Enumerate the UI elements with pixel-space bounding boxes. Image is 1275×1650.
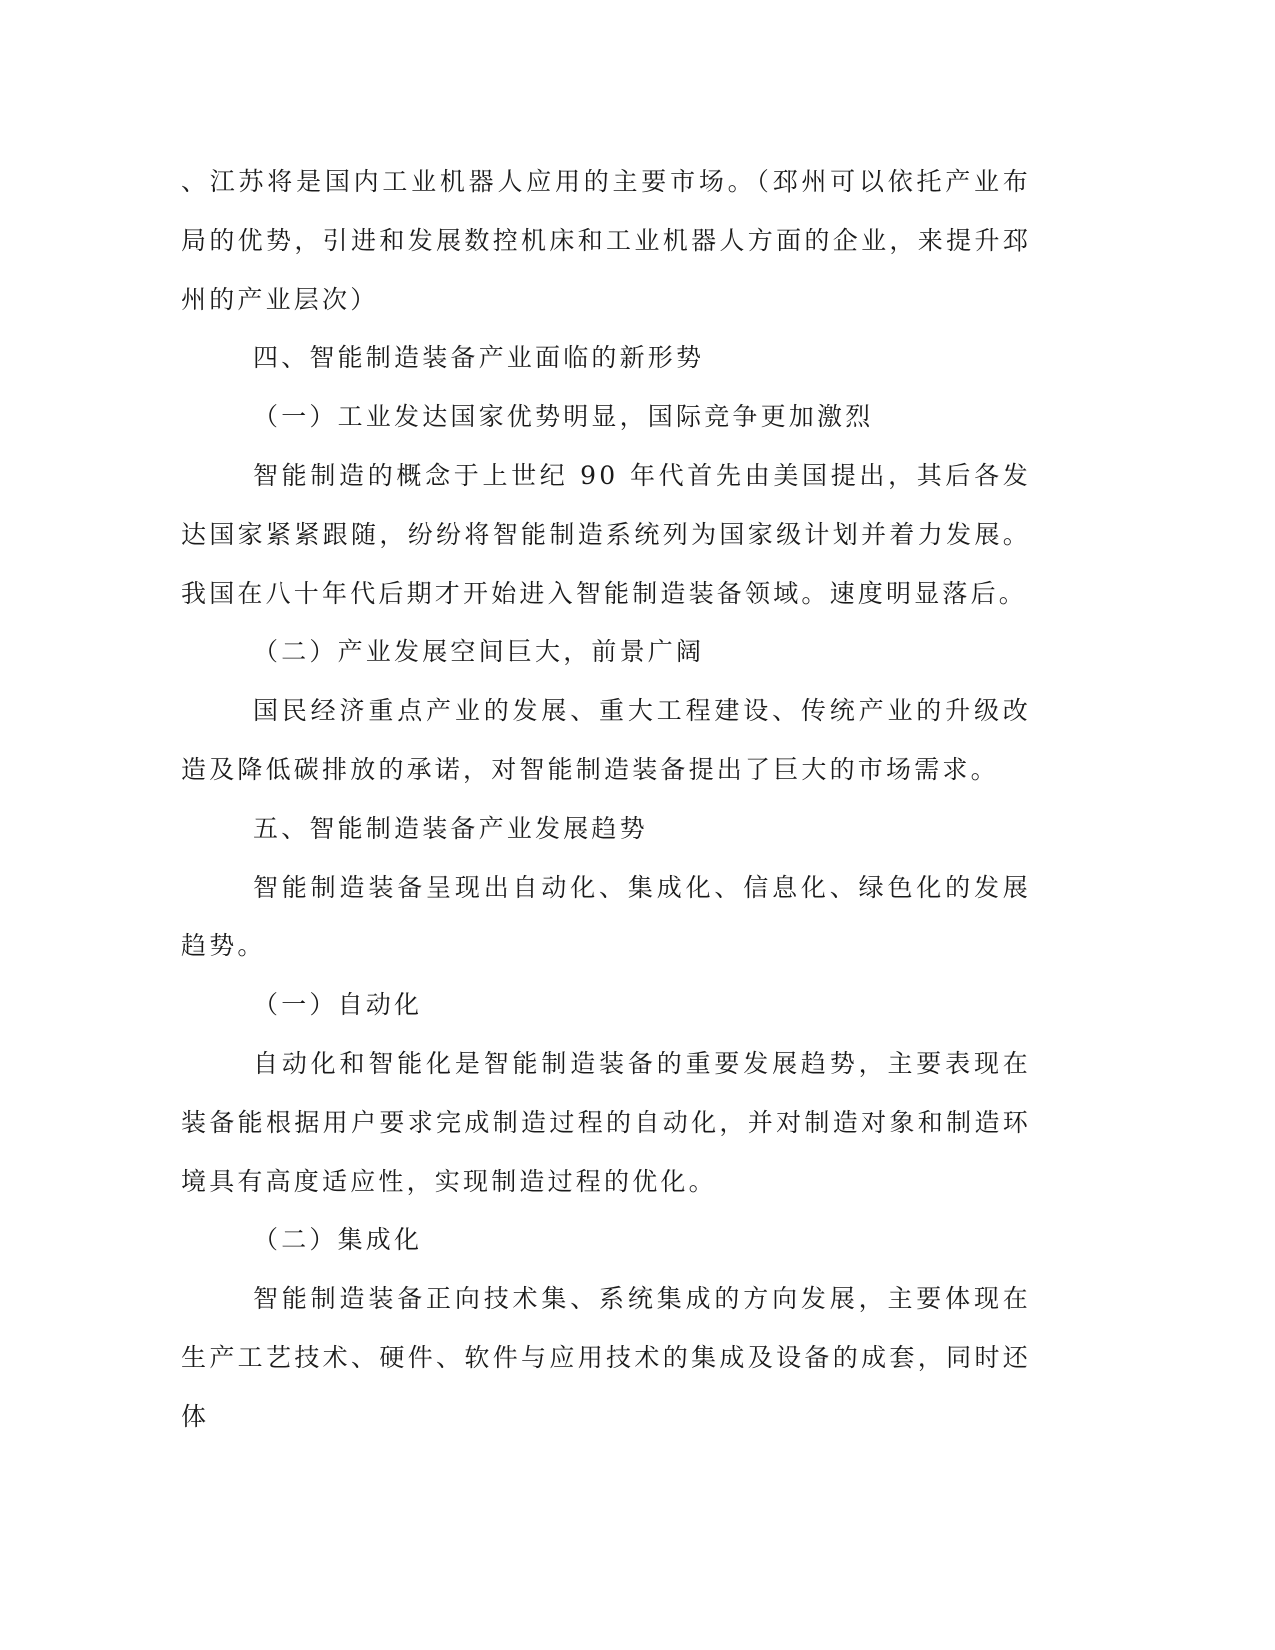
paragraph: 智能制造装备正向技术集、系统集成的方向发展，主要体现在生产工艺技术、硬件、软件与应用技术的集成及设备的成套，同时还体 <box>181 1284 1031 1431</box>
paragraph: 自动化和智能化是智能制造装备的重要发展趋势，主要表现在装备能根据用户要求完成制造过程的自动化，并对制造对象和制造环境具有高度适应性，实现制造过程的优化。 <box>181 1048 1031 1196</box>
document-body <box>181 153 1031 1447</box>
subsection-heading: （一）工业发达国家优势明显，国际竞争更加激烈 <box>253 402 874 432</box>
section-heading-four: 四、智能制造装备产业面临的新形势 <box>253 343 705 373</box>
paragraph: 智能制造的概念于上世纪 90 年代首先由美国提出，其后各发达国家紧紧跟随，纷纷将智能制造系统列为国家级计划并着力发展。我国在八十年代后期才开始进入智能制造装备领域。速度明显落后。 <box>181 460 1031 608</box>
section-heading-five: 五、智能制造装备产业发展趋势 <box>253 813 648 843</box>
subsection-heading: （二）产业发展空间巨大，前景广阔 <box>253 637 705 667</box>
paragraph: 国民经济重点产业的发展、重大工程建设、传统产业的升级改造及降低碳排放的承诺，对智能制造装备提出了巨大的市场需求。 <box>181 696 1031 784</box>
subsection-heading: （二）集成化 <box>253 1225 423 1255</box>
paragraph: 智能制造装备呈现出自动化、集成化、信息化、绿色化的发展趋势。 <box>181 872 1031 961</box>
paragraph-continued: 、江苏将是国内工业机器人应用的主要市场。（邳州可以依托产业布局的优势，引进和发展数控机床和工业机器人方面的企业，来提升邳州的产业层次） <box>181 167 1031 314</box>
subsection-heading: （一）自动化 <box>253 990 423 1020</box>
